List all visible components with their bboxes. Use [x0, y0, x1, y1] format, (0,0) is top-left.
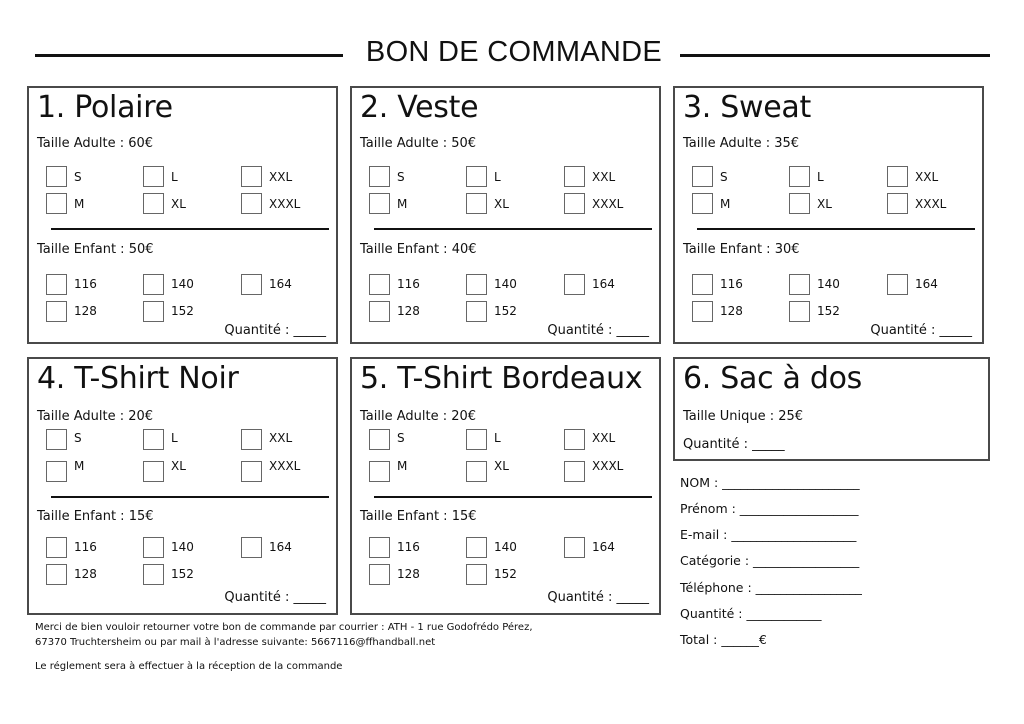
quantity-field[interactable]: Quantité : _____ [547, 590, 649, 605]
checkbox-adult-xxl[interactable] [564, 166, 585, 187]
size-label-152: 152 [494, 567, 517, 581]
checkbox-child-140[interactable] [143, 537, 164, 558]
checkbox-adult-xxl[interactable] [887, 166, 908, 187]
footer-payment-note: Le réglement sera à effectuer à la réception de la commande [35, 661, 343, 672]
checkbox-adult-xl[interactable] [143, 461, 164, 482]
child-size-label: Taille Enfant : 15€ [360, 509, 477, 524]
section-divider [374, 228, 652, 230]
size-label-xxl: XXL [269, 170, 293, 184]
size-label-l: L [494, 170, 501, 184]
size-label-140: 140 [171, 540, 194, 554]
size-label-152: 152 [817, 304, 840, 318]
size-label-m: M [397, 197, 408, 211]
quantity-field[interactable]: Quantité : _____ [870, 323, 972, 338]
size-label-xl: XL [171, 197, 186, 211]
size-label-m: M [74, 197, 85, 211]
checkbox-adult-l[interactable] [143, 166, 164, 187]
checkbox-child-116[interactable] [46, 274, 67, 295]
section-divider [374, 496, 652, 498]
checkbox-adult-l[interactable] [789, 166, 810, 187]
checkbox-child-152[interactable] [143, 301, 164, 322]
size-label-xxl: XXL [592, 431, 616, 445]
size-label-164: 164 [269, 540, 292, 554]
size-label-128: 128 [720, 304, 743, 318]
size-label-116: 116 [397, 277, 420, 291]
checkbox-adult-xxl[interactable] [564, 429, 585, 450]
size-label-116: 116 [720, 277, 743, 291]
checkbox-adult-xxxl[interactable] [241, 193, 262, 214]
size-label-140: 140 [494, 540, 517, 554]
checkbox-child-164[interactable] [564, 537, 585, 558]
product-card [27, 357, 338, 615]
checkbox-adult-xl[interactable] [789, 193, 810, 214]
checkbox-adult-s[interactable] [369, 429, 390, 450]
child-size-label: Taille Enfant : 50€ [37, 242, 154, 257]
checkbox-adult-s[interactable] [692, 166, 713, 187]
checkbox-child-152[interactable] [466, 564, 487, 585]
checkbox-adult-xxxl[interactable] [564, 461, 585, 482]
size-label-xxxl: XXXL [269, 197, 301, 211]
checkbox-child-128[interactable] [369, 564, 390, 585]
checkbox-adult-m[interactable] [46, 193, 67, 214]
checkbox-adult-l[interactable] [143, 429, 164, 450]
checkbox-child-164[interactable] [241, 274, 262, 295]
checkbox-adult-s[interactable] [46, 429, 67, 450]
checkbox-adult-xl[interactable] [466, 193, 487, 214]
checkbox-adult-xl[interactable] [466, 461, 487, 482]
child-size-label: Taille Enfant : 30€ [683, 242, 800, 257]
checkbox-child-164[interactable] [564, 274, 585, 295]
size-label-l: L [171, 170, 178, 184]
size-label-152: 152 [171, 567, 194, 581]
checkbox-child-140[interactable] [789, 274, 810, 295]
section-divider [51, 496, 329, 498]
size-label-xl: XL [494, 197, 509, 211]
checkbox-adult-xxxl[interactable] [887, 193, 908, 214]
checkbox-adult-s[interactable] [46, 166, 67, 187]
field-total[interactable]: Total : ______€ [680, 632, 767, 647]
product-title: 3. Sweat [683, 90, 811, 125]
product-title: 1. Polaire [37, 90, 173, 125]
size-label-128: 128 [397, 304, 420, 318]
size-label-164: 164 [592, 540, 615, 554]
size-label-164: 164 [592, 277, 615, 291]
section-divider [697, 228, 975, 230]
size-label-m: M [720, 197, 731, 211]
checkbox-adult-xxxl[interactable] [241, 461, 262, 482]
field-categorie[interactable]: Catégorie : _________________ [680, 553, 860, 568]
checkbox-child-152[interactable] [789, 301, 810, 322]
adult-size-label: Taille Adulte : 35€ [683, 136, 800, 151]
quantity-field[interactable]: Quantité : _____ [224, 590, 326, 605]
product-card [350, 86, 661, 344]
size-label-xxxl: XXXL [915, 197, 947, 211]
product-title: 2. Veste [360, 90, 479, 125]
checkbox-adult-m[interactable] [369, 193, 390, 214]
size-label-l: L [171, 431, 178, 445]
checkbox-child-164[interactable] [887, 274, 908, 295]
size-label-m: M [397, 459, 408, 473]
adult-size-label: Taille Adulte : 60€ [37, 136, 154, 151]
product-title: 6. Sac à dos [683, 361, 862, 396]
size-label-xxl: XXL [915, 170, 939, 184]
size-label-xxxl: XXXL [592, 459, 624, 473]
size-label-m: M [74, 459, 85, 473]
size-label-xxxl: XXXL [592, 197, 624, 211]
size-label-xl: XL [494, 459, 509, 473]
checkbox-child-128[interactable] [692, 301, 713, 322]
size-label-152: 152 [494, 304, 517, 318]
size-label-128: 128 [74, 304, 97, 318]
checkbox-child-116[interactable] [369, 274, 390, 295]
page-title: BON DE COMMANDE [365, 36, 663, 68]
size-label: Taille Unique : 25€ [683, 409, 804, 424]
product-card [27, 86, 338, 344]
field-telephone[interactable]: Téléphone : _________________ [680, 580, 862, 595]
checkbox-child-140[interactable] [466, 537, 487, 558]
checkbox-adult-xxl[interactable] [241, 429, 262, 450]
checkbox-adult-s[interactable] [369, 166, 390, 187]
footer-note-line-1: Merci de bien vouloir retourner votre bon de commande par courrier : ATH - 1 rue Godofrédo Pérez, [35, 622, 533, 633]
checkbox-child-140[interactable] [143, 274, 164, 295]
size-label-140: 140 [171, 277, 194, 291]
field-prenom[interactable]: Prénom : ___________________ [680, 501, 859, 516]
checkbox-child-128[interactable] [369, 301, 390, 322]
size-label-xl: XL [171, 459, 186, 473]
adult-size-label: Taille Adulte : 20€ [360, 409, 477, 424]
product-card [673, 86, 984, 344]
size-label-s: S [397, 431, 405, 445]
child-size-label: Taille Enfant : 40€ [360, 242, 477, 257]
checkbox-adult-xxl[interactable] [241, 166, 262, 187]
quantity-field[interactable]: Quantité : _____ [224, 323, 326, 338]
size-label-164: 164 [269, 277, 292, 291]
checkbox-child-152[interactable] [143, 564, 164, 585]
size-label-164: 164 [915, 277, 938, 291]
checkbox-child-128[interactable] [46, 301, 67, 322]
size-label-128: 128 [397, 567, 420, 581]
size-label-l: L [494, 431, 501, 445]
field-nom[interactable]: NOM : ______________________ [680, 475, 860, 490]
header-rule-right [680, 54, 990, 57]
checkbox-child-140[interactable] [466, 274, 487, 295]
size-label-l: L [817, 170, 824, 184]
checkbox-adult-m[interactable] [369, 461, 390, 482]
section-divider [51, 228, 329, 230]
size-label-116: 116 [74, 540, 97, 554]
child-size-label: Taille Enfant : 15€ [37, 509, 154, 524]
product-title: 5. T-Shirt Bordeaux [360, 361, 643, 396]
size-label-116: 116 [74, 277, 97, 291]
size-label-152: 152 [171, 304, 194, 318]
size-label-s: S [74, 431, 82, 445]
checkbox-adult-l[interactable] [466, 166, 487, 187]
checkbox-adult-xxxl[interactable] [564, 193, 585, 214]
size-label-128: 128 [74, 567, 97, 581]
checkbox-child-152[interactable] [466, 301, 487, 322]
checkbox-child-164[interactable] [241, 537, 262, 558]
checkbox-adult-xl[interactable] [143, 193, 164, 214]
checkbox-child-116[interactable] [692, 274, 713, 295]
field-quantite[interactable]: Quantité : ____________ [680, 606, 822, 621]
size-label-xxl: XXL [592, 170, 616, 184]
size-label-s: S [397, 170, 405, 184]
footer-note-line-2: 67370 Truchtersheim ou par mail à l'adresse suivante: 5667116@ffhandball.net [35, 637, 436, 648]
checkbox-child-116[interactable] [46, 537, 67, 558]
product-title: 4. T-Shirt Noir [37, 361, 239, 396]
checkbox-adult-m[interactable] [692, 193, 713, 214]
quantity-field[interactable]: Quantité : _____ [547, 323, 649, 338]
size-label-s: S [720, 170, 728, 184]
header-rule-left [35, 54, 343, 57]
field-email[interactable]: E-mail : ____________________ [680, 527, 857, 542]
adult-size-label: Taille Adulte : 20€ [37, 409, 154, 424]
size-label-xxxl: XXXL [269, 459, 301, 473]
product-card [350, 357, 661, 615]
product-card-backpack [673, 357, 990, 461]
quantity-field[interactable]: Quantité : _____ [683, 437, 785, 452]
size-label-140: 140 [494, 277, 517, 291]
size-label-140: 140 [817, 277, 840, 291]
checkbox-adult-l[interactable] [466, 429, 487, 450]
checkbox-child-116[interactable] [369, 537, 390, 558]
size-label-116: 116 [397, 540, 420, 554]
checkbox-adult-m[interactable] [46, 461, 67, 482]
size-label-s: S [74, 170, 82, 184]
adult-size-label: Taille Adulte : 50€ [360, 136, 477, 151]
size-label-xxl: XXL [269, 431, 293, 445]
size-label-xl: XL [817, 197, 832, 211]
checkbox-child-128[interactable] [46, 564, 67, 585]
